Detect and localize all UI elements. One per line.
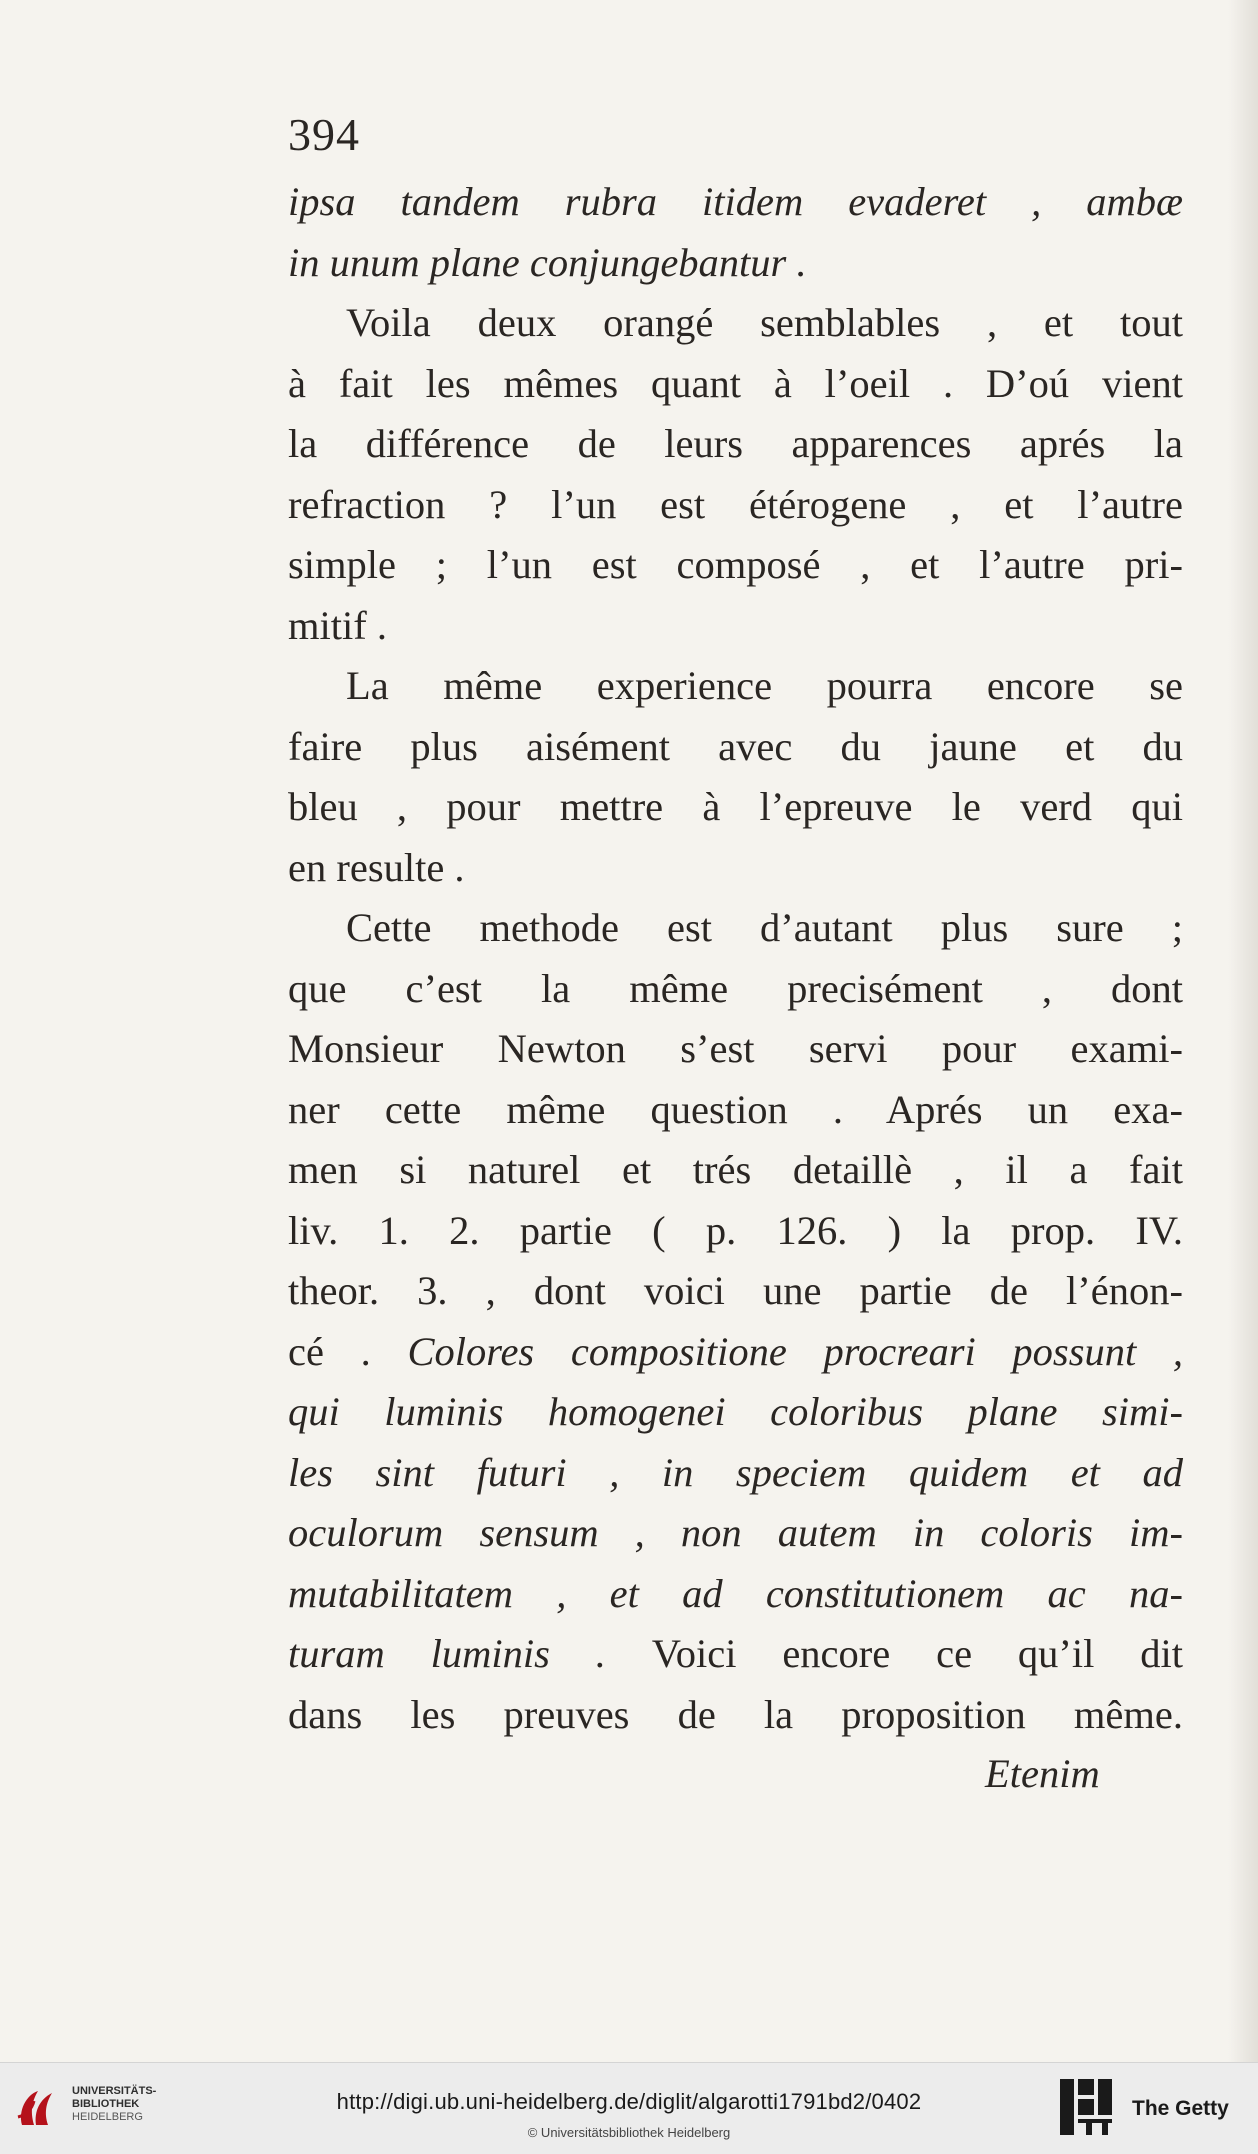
- text-line: [288, 777, 1183, 838]
- permalink-url[interactable]: http://digi.ub.uni-heidelberg.de/diglit/algarotti1791bd2/0402: [336, 2089, 922, 2114]
- text-line: [288, 1322, 1183, 1383]
- text-line-content: mitif .: [288, 602, 387, 648]
- text-line: [288, 354, 1183, 415]
- text-line-content: en resulte .: [288, 844, 465, 890]
- catchword: Etenim: [985, 1751, 1100, 1796]
- text-line: [288, 596, 1183, 657]
- text-line: [288, 172, 1183, 233]
- text-line-content: Monsieur Newton s’est servi pour exami-: [288, 1026, 1183, 1071]
- text-line: [288, 1080, 1183, 1141]
- text-line: [288, 1685, 1183, 1746]
- text-line: [288, 717, 1183, 778]
- text-line-content: ipsa tandem rubra itidem evaderet , ambæ: [288, 179, 1183, 224]
- text-line-content: qui luminis homogenei coloribus plane simi-: [288, 1389, 1183, 1434]
- text-line: [288, 656, 1183, 717]
- text-line-content: faire plus aisément avec du jaune et du: [288, 723, 1183, 769]
- getty-logo-icon: [1058, 2077, 1114, 2137]
- text-line-content: que c’est la même precisément , dont: [288, 965, 1183, 1011]
- footer-bar: [0, 2062, 1258, 2154]
- text-line-content: ner cette même question . Aprés un exa-: [288, 1086, 1183, 1132]
- text-line-content: liv. 1. 2. partie ( p. 126. ) la prop. IV.: [288, 1207, 1183, 1253]
- text-line-content: La même experience pourra encore se: [346, 663, 1183, 708]
- text-line-content: dans les preuves de la proposition même.: [288, 1691, 1183, 1737]
- text-line-content: Voila deux orangé semblables , et tout: [346, 300, 1183, 345]
- text-line: [288, 475, 1183, 536]
- text-line: [288, 838, 1183, 899]
- text-line-content: refraction ? l’un est étérogene , et l’autre: [288, 481, 1183, 527]
- body-text: [288, 172, 1183, 1745]
- copyright-notice: © Universitätsbibliothek Heidelberg: [527, 2125, 731, 2140]
- library-name-line-1: UNIVERSITÄTS-: [72, 2085, 157, 2097]
- text-line-content: oculorum sensum , non autem in coloris im-: [288, 1510, 1183, 1555]
- text-line-content: à fait les mêmes quant à l’oeil . D’oú vient: [288, 360, 1183, 406]
- partner-name: The Getty: [1132, 2097, 1229, 2120]
- text-segment: cé .: [288, 1328, 408, 1374]
- text-line: [288, 1261, 1183, 1322]
- text-line: [288, 898, 1183, 959]
- text-line: [288, 293, 1183, 354]
- text-line: [288, 233, 1183, 294]
- text-line: [288, 1624, 1183, 1685]
- text-line-content: men si naturel et trés detaillè , il a fait: [288, 1147, 1183, 1192]
- text-line: [288, 1019, 1183, 1080]
- text-line: [288, 1503, 1183, 1564]
- text-line-content: mutabilitatem , et ad constitutionem ac na-: [288, 1570, 1183, 1616]
- text-line-content: la différence de leurs apparences aprés la: [288, 421, 1183, 466]
- text-line-content: les sint futuri , in speciem quidem et ad: [288, 1449, 1183, 1495]
- text-line: [288, 1140, 1183, 1201]
- text-segment: Voici encore ce qu’il dit: [651, 1631, 1183, 1676]
- text-line-content: simple ; l’un est composé , et l’autre pri-: [288, 542, 1183, 587]
- text-line-content: Cette methode est d’autant plus sure ;: [346, 905, 1183, 950]
- text-segment: turam luminis .: [288, 1631, 652, 1676]
- text-line: [288, 414, 1183, 475]
- text-line: [288, 1382, 1183, 1443]
- text-line: [288, 1443, 1183, 1504]
- text-line-content: bleu , pour mettre à l’epreuve le verd qui: [288, 784, 1183, 829]
- page-number: 394: [288, 109, 360, 160]
- text-segment: Colores compositione procreari possunt ,: [407, 1328, 1184, 1374]
- text-line-content: in unum plane conjungebantur .: [288, 239, 807, 285]
- text-line-content: theor. 3. , dont voici une partie de l’énon-: [288, 1268, 1183, 1313]
- text-line: [288, 1564, 1183, 1625]
- library-name-line-3: HEIDELBERG: [72, 2111, 143, 2123]
- text-line: [288, 535, 1183, 596]
- text-line: [288, 959, 1183, 1020]
- text-line: [288, 1201, 1183, 1262]
- library-name-line-2: BIBLIOTHEK: [72, 2098, 140, 2110]
